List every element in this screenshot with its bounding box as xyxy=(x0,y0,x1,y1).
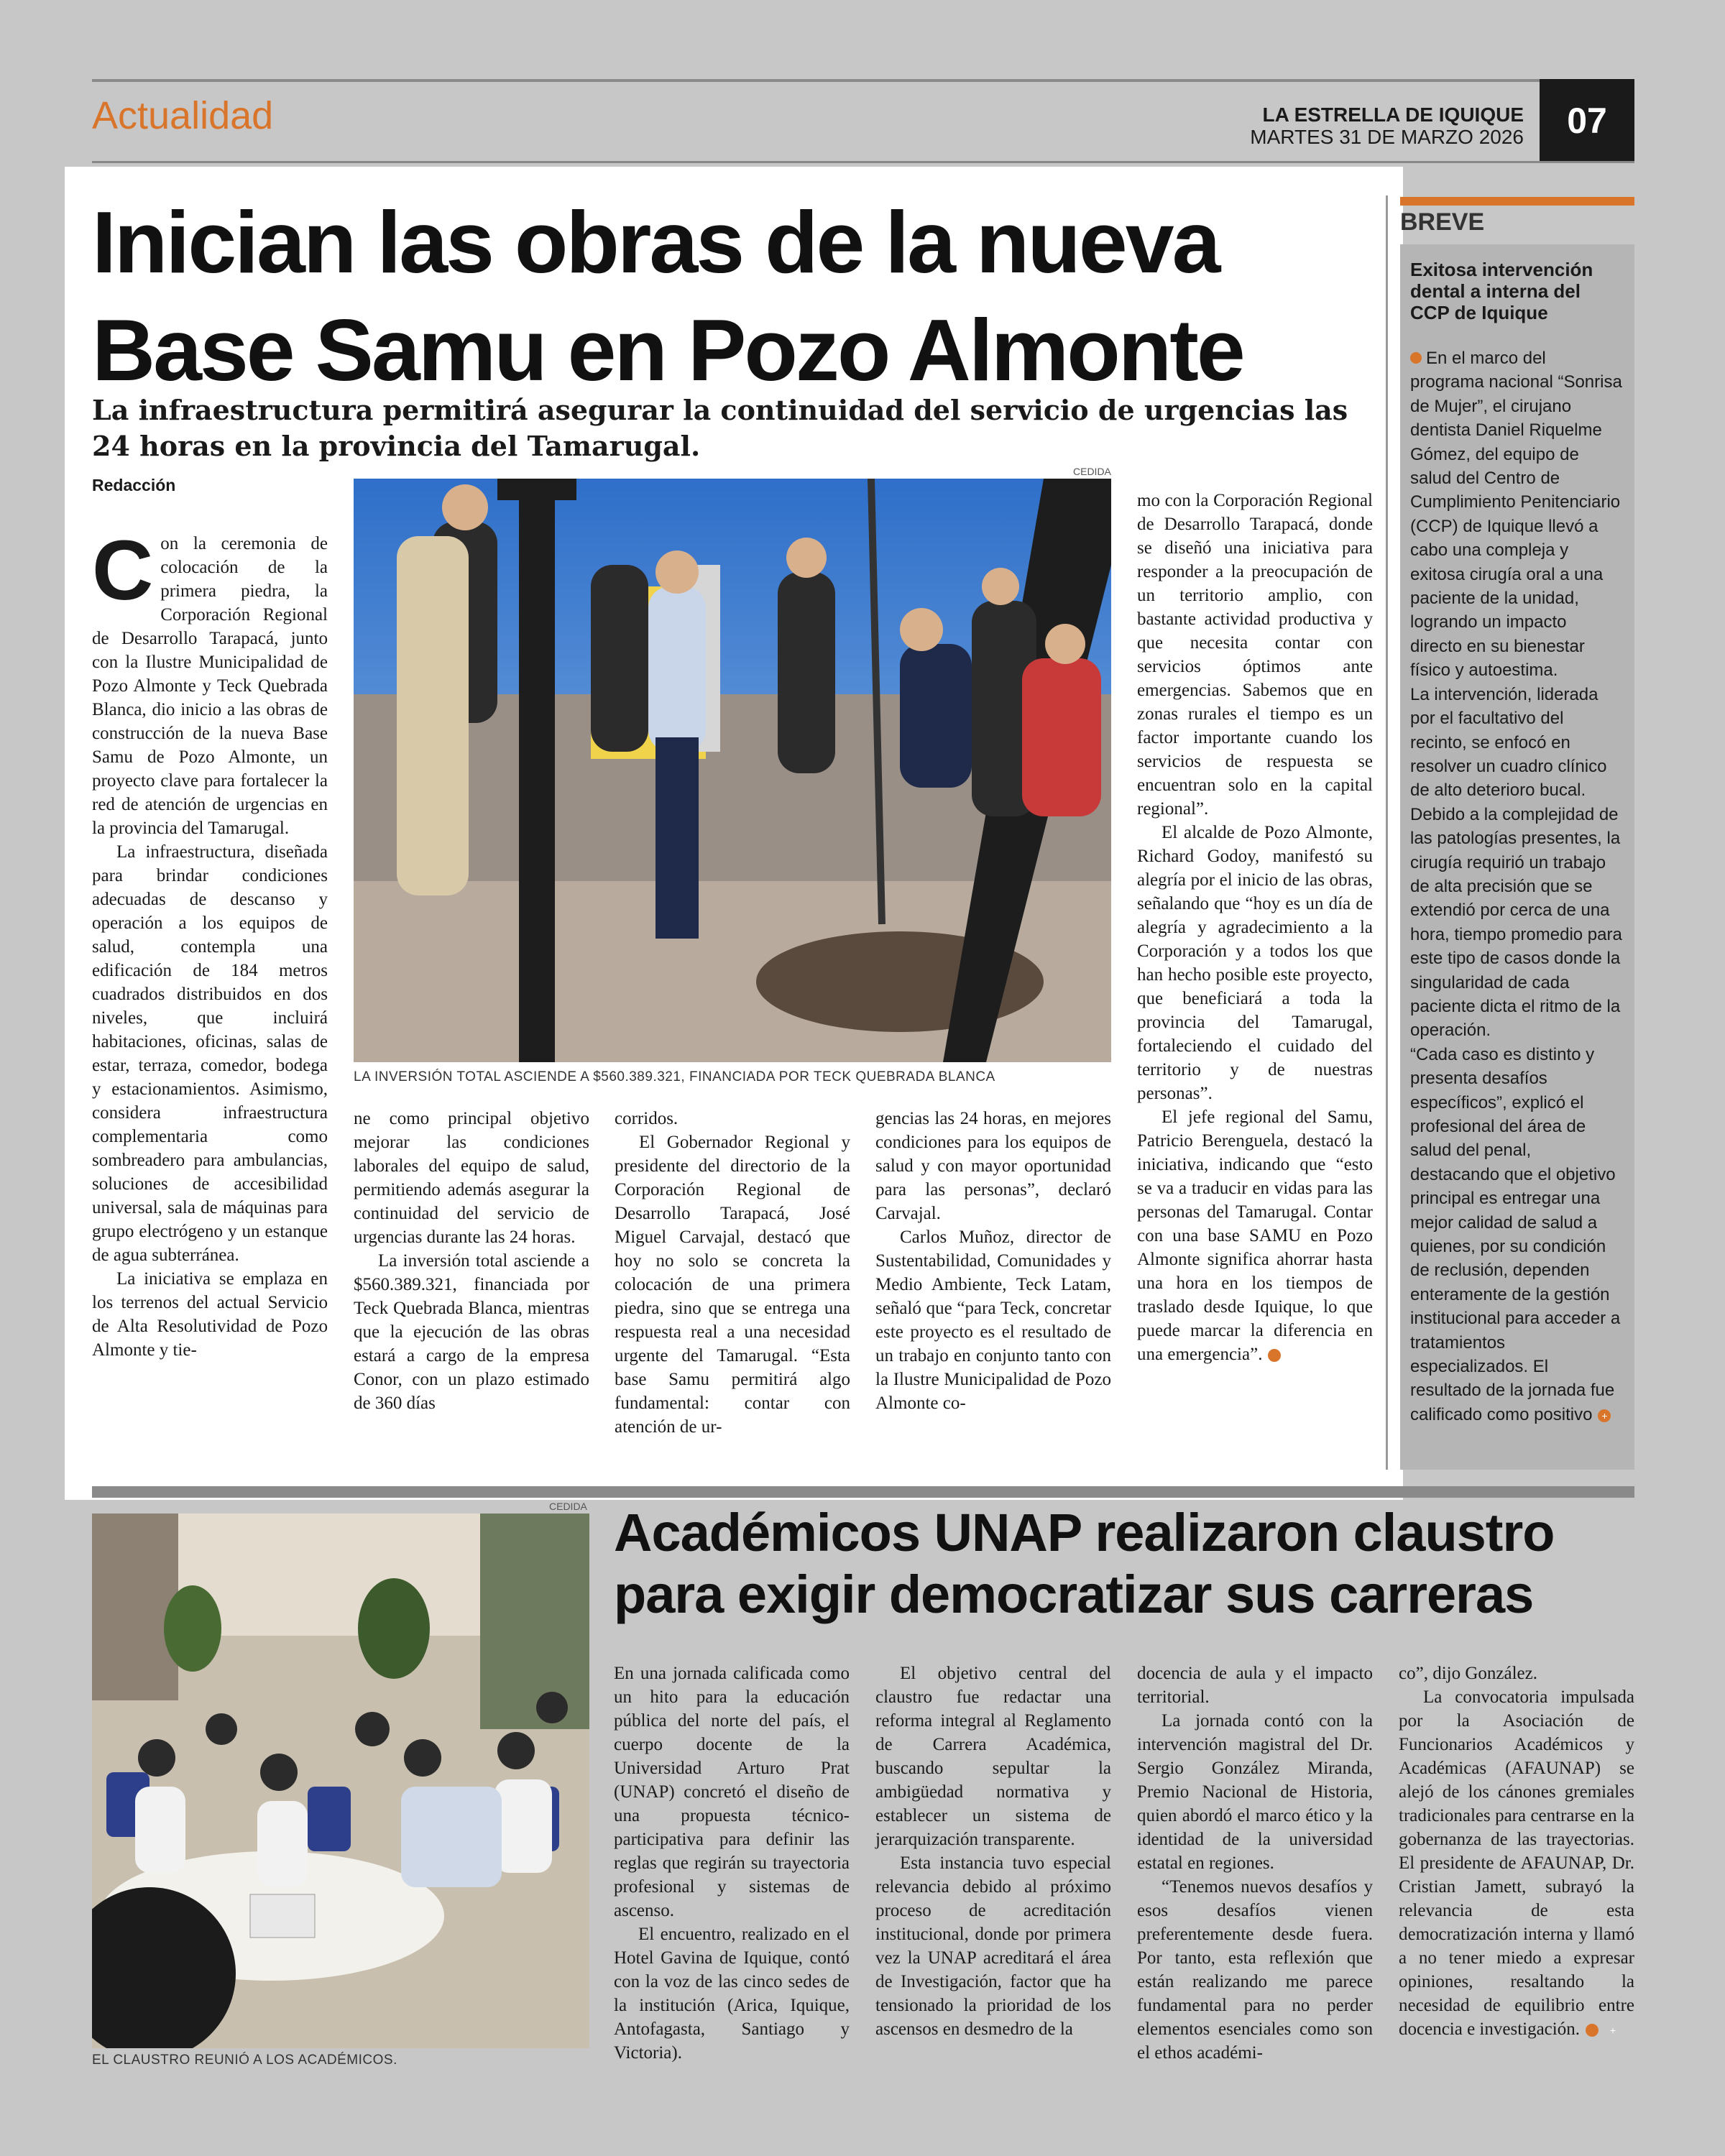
article1-column-2 xyxy=(354,1107,589,1415)
article2-headline xyxy=(614,1502,1634,1626)
article1-deck: La infraestructura permitirá asegurar la continuidad del servicio de urgencias las 24 horas en la provincia del Tamarugal. xyxy=(92,394,1348,462)
claustro-photo-illustration xyxy=(92,1514,589,2048)
page-number: 07 xyxy=(1540,79,1634,162)
article2-paragraph: co”, dijo González. xyxy=(1399,1664,1537,1683)
breve-paragraph-text: En el marco del programa nacional “Sonrisa de Mujer”, el cirujano dentista Daniel Riquelme Gómez, del equipo de salud del Centro de Cumplimiento Penitenciario (CCP) de Iquique llevó a cabo una compleja y exitosa cirugía oral a una paciente de la unidad, logrando un impacto directo en su bienestar físico y autoestima. xyxy=(1410,349,1622,681)
breve-label: BREVE xyxy=(1400,208,1485,236)
article1-column-4 xyxy=(875,1107,1111,1415)
article1-paragraph: La inversión total asciende a $560.389.321, financiada por Teck Quebrada Blanca, mientras que la ejecución de las obras estará a cargo de la empresa Conor, con un plazo estimado de 360 días xyxy=(354,1251,589,1413)
breve-paragraph: La intervención, liderada por el facultativo del recinto, se enfocó en resolver un cuadro clínico de alto deterioro bucal. Debido a la complejidad de las patologías presentes, la cirugía requirió un trabajo de alta precisión que se extendió por cerca de una hora, tiempo promedio para este tipo de casos donde la singularidad de cada paciente dicta el ritmo de la operación. xyxy=(1410,684,1622,1041)
article1-paragraph: mo con la Corporación Regional de Desarrollo Tarapacá, donde se diseñó una iniciativa para responder a la preocupación de un territorio amplio, con bastante actividad productiva y que necesita contar con servicios óptimos ante emergencias. Sabemos que en zonas rurales el tiempo es un factor importante cuando los servicios de respuesta se encuentran solo en la capital regional”. xyxy=(1137,491,1373,819)
article1-paragraph: ne como principal objetivo mejorar las condiciones laborales del equipo de salud, permitiendo además asegurar la continuidad del servicio de urgencias durante las 24 horas. xyxy=(354,1109,589,1247)
header-bottom-rule xyxy=(92,161,1634,163)
article2-paragraph: El objetivo central del claustro fue redactar una reforma integral al Reglamento de Carrera Académica, buscando sepultar la ambigüedad normativa y establecer un sistema de jerarquización transparente. xyxy=(875,1664,1111,1849)
breve-title: Exitosa intervención dental a interna del CCP de Iquique xyxy=(1410,259,1593,323)
article1-paragraph: La infraestructura, diseñada para brindar condiciones adecuadas de descanso y operación a los equipos de salud, contempla una edificación de 184 metros cuadrados distribuidos en dos niveles, que incluirá habitaciones, oficinas, salas de estar, terraza, comedor, bodega y estacionamientos. Asimismo, considera infraestructura complementaria como sombreadero para ambulancias, soluciones de accesibilidad universal, sala de máquinas para grupo electrógeno y un estanque de agua subterránea. xyxy=(92,842,328,1265)
article2-paragraph: Esta instancia tuvo especial relevancia debido al próximo proceso de acreditación institucional, donde por primera vez la UNAP acreditará el área de Investigación, factor que ha tensionado la prioridad de los ascensos en desmedro de la xyxy=(875,1853,1111,2039)
article1-paragraph: El Gobernador Regional y presidente del directorio de la Corporación Regional de Desarrollo Tarapacá, José Miguel Carvajal, destacó que hoy no solo se concreta la colocación de una primera piedra, sino que se entrega una respuesta real a una necesidad urgente del Tamarugal. “Esta base Samu permitirá algo fundamental: contar con atención de ur- xyxy=(615,1133,850,1437)
end-of-article-icon: + xyxy=(1586,2024,1598,2037)
article1-column-5 xyxy=(1137,489,1373,1366)
article2-paragraph: El encuentro, realizado en el Hotel Gavina de Iquique, contó con la voz de las cinco sedes de la institución (Arica, Iquique, Antofagasta, Santiago y Victoria). xyxy=(614,1925,850,2063)
article2-column-1 xyxy=(614,1662,850,2065)
article2-paragraph: La jornada contó con la intervención magistral del Dr. Sergio González Miranda, Premio Nacional de Historia, quien abordó el marco ético y la identidad de la universidad estatal en regiones. xyxy=(1137,1711,1373,1873)
article2-column-2 xyxy=(875,1662,1111,2041)
article1-photo xyxy=(354,479,1111,1062)
article2-column-3 xyxy=(1137,1662,1373,2065)
breve-text xyxy=(1410,346,1623,1427)
article2-paragraph-text: La convocatoria impulsada por la Asociación de Funcionarios Académicos y Académicas (AFAUNAP) se alejó de los cánones gremiales tradicionales para centrarse en la gobernanza de las trayectorias. El presidente de AFAUNAP, Dr. Cristian Jamett, subrayó la relevancia de esta democratización interna y llamó a no tener miedo a expresar opiniones, resaltando la necesidad de equilibrio entre docencia e investigación. xyxy=(1399,1687,1634,2039)
article1-column-3 xyxy=(615,1107,850,1439)
article1-headline-line2: Base Samu en Pozo Almonte xyxy=(92,301,1243,399)
article1-column-1 xyxy=(92,523,328,1362)
section-divider xyxy=(92,1486,1634,1498)
article2-paragraph: En una jornada calificada como un hito para la educación pública del norte del país, el cuerpo docente de la Universidad Arturo Prat (UNAP) concretó el diseño de una propuesta técnico-participativa para definir las reglas que regirán su trayectoria profesional y sistemas de ascenso. xyxy=(614,1664,850,1920)
article2-photo-caption: EL CLAUSTRO REUNIÓ A LOS ACADÉMICOS. xyxy=(92,2053,397,2068)
end-of-article-icon: + xyxy=(1598,1409,1611,1422)
ceremony-photo-illustration xyxy=(354,479,1111,1062)
article1-photo-credit: CEDIDA xyxy=(1073,466,1111,477)
article1-byline: Redacción xyxy=(92,476,176,494)
header-top-rule xyxy=(92,79,1634,82)
article1-headline xyxy=(92,188,1400,404)
article1-paragraph xyxy=(1137,1105,1373,1366)
article1-paragraph: on la ceremonia de colocación de la primera piedra, la Corporación Regional de Desarrollo Tarapacá, junto con la Ilustre Municipalidad de Pozo Almonte y Teck Quebrada Blanca, dio inicio a las obras de construcción de la nueva Base Samu de Pozo Almonte, un proyecto clave para fortalecer la red de atención de urgencias en la provincia del Tamarugal. xyxy=(92,534,328,838)
end-of-article-icon: + xyxy=(1268,1349,1281,1362)
issue-date: MARTES 31 DE MARZO 2026 xyxy=(1250,126,1524,148)
article1-photo-caption: LA INVERSIÓN TOTAL ASCIENDE A $560.389.321, FINANCIADA POR TECK QUEBRADA BLANCA xyxy=(354,1069,995,1084)
article2-photo-credit: CEDIDA xyxy=(549,1501,587,1512)
section-label: Actualidad xyxy=(92,94,274,137)
newspaper-name: LA ESTRELLA DE IQUIQUE xyxy=(1262,103,1524,126)
article1-paragraph: La iniciativa se emplaza en los terrenos del actual Servicio de Alta Resolutividad de Pozo Almonte y tie- xyxy=(92,1269,328,1360)
article2-headline-line2: para exigir democratizar sus carreras xyxy=(614,1565,1534,1624)
article1-paragraph: Carlos Muñoz, director de Sustentabilidad, Comunidades y Medio Ambiente, Teck Latam, señaló que “para Teck, concretar este proyecto es el resultado de un trabajo en conjunto tanto con la Ilustre Municipalidad de Pozo Almonte co- xyxy=(875,1227,1111,1413)
article2-paragraph: “Tenemos nuevos desafíos y esos desafíos vienen preferentemente desde fuera. Por tanto, esta reflexión que están realizando me parece fundamental para no perder elementos esenciales como son el ethos académi- xyxy=(1137,1877,1373,2063)
article2-headline-line1: Académicos UNAP realizaron claustro xyxy=(614,1503,1555,1562)
bullet-icon xyxy=(1410,352,1422,364)
article2-paragraph: docencia de aula y el impacto territorial. xyxy=(1137,1664,1373,1707)
article1-headline-line1: Inician las obras de la nueva xyxy=(92,193,1219,291)
article2-paragraph xyxy=(1399,1685,1634,2041)
article1-paragraph: El alcalde de Pozo Almonte, Richard Godoy, manifestó su alegría por el inicio de las obras, señalando que “hoy es un día de alegría y agradecimiento a la Corporación y a todos los que han hecho posible este proyecto, que beneficiará a toda la provincia del Tamarugal, fortaleciendo el cuidado del territorio y de nuestras personas”. xyxy=(1137,823,1373,1103)
article1-paragraph-text: El jefe regional del Samu, Patricio Berenguela, destacó la iniciativa, indicando que “esto se va a traducir en vidas para las personas del Tamarugal. Contar con una base SAMU en Pozo Almonte significa ahorrar hasta una hora en los tiempos de traslado desde Iquique, lo que puede marcar la diferencia en una emergencia”. xyxy=(1137,1107,1373,1364)
article1-paragraph: gencias las 24 horas, en mejores condiciones para los equipos de salud y con mayor oportunidad para las personas”, declaró Carvajal. xyxy=(875,1109,1111,1223)
article1-paragraph: corridos. xyxy=(615,1109,678,1128)
breve-paragraph-text: “Cada caso es distinto y presenta desafíos específicos”, explicó el profesional del área de salud del penal, destacando que el objetivo principal es entregar una mejor calidad de salud a quienes, por su condición de reclusión, dependen enteramente de la gestión institucional para acceder a tratamientos especializados. El resultado de la jornada fue calificado como positivo xyxy=(1410,1044,1621,1424)
breve-divider xyxy=(1386,195,1388,1470)
breve-paragraph xyxy=(1410,346,1623,683)
article2-photo xyxy=(92,1514,589,2048)
article2-column-4 xyxy=(1399,1662,1634,2041)
breve-accent-bar xyxy=(1400,197,1634,206)
article1-dropcap: C xyxy=(92,523,154,618)
breve-paragraph xyxy=(1410,1043,1623,1427)
